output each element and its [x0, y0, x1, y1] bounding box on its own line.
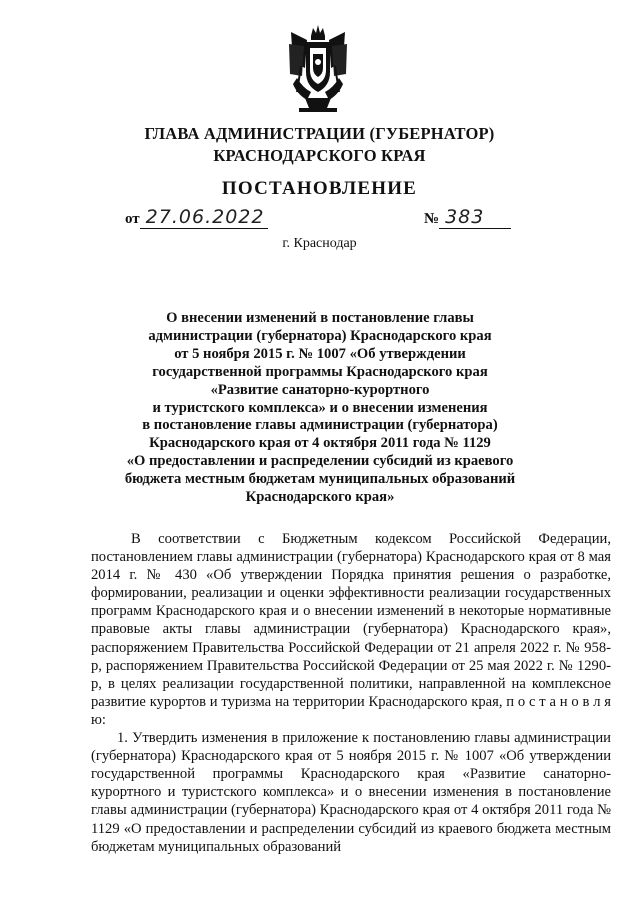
- clause-1-number: 1.: [117, 730, 128, 747]
- issuer-line-1: ГЛАВА АДМИНИСТРАЦИИ (ГУБЕРНАТОР): [144, 124, 495, 143]
- issuer-line-2: КРАСНОДАРСКОГО КРАЯ: [213, 146, 426, 165]
- issue-city: г. Краснодар: [282, 236, 357, 251]
- subject-line: О внесении изменений в постановление главы: [166, 310, 474, 326]
- krasnodar-coat-of-arms-icon: [287, 22, 349, 114]
- document-type-title: ПОСТАНОВЛЕНИЕ: [221, 178, 418, 199]
- date-prefix: от: [125, 211, 140, 227]
- preamble-paragraph: В соответствии с Бюджетным кодексом Российской Федерации, постановлением главы администрации (губернатора) Краснодарского края от 8 мая 2014 г. № 430 «Об утверждении Порядка принятия решения о разработке, формировании, реализации и оценки эффективности реализации государственных программ Краснодарского края и о внесении изменений в некоторые нормативные правовые акты главы администрации (губернатора) Краснодарского края», распоряжением Правительства Российской Федерации от 21 апреля 2022 г. № 958-р, распоряжением Правительства Российской Федерации от 25 мая 2022 г. № 1290-р, в целях реализации государственной политики, направленной на комплексное развитие курортов и туризма на территории Краснодарского края, п о с т а н о в л я ю:: [91, 531, 611, 728]
- subject-line: государственной программы Краснодарского края: [152, 363, 488, 380]
- clause-1-text: Утвердить изменения в приложение к постановлению главы администрации (губернатора) Краснодарского края от 5 ноября 2015 г. № 1007 «Об утверждении государственной программы Краснодарского края «Развитие санаторно-курортного и туристского комплекса» и о внесении изменения в постановление главы администрации (губернатора) Краснодарского края от 4 октября 2011 года № 1129 «О предоставлении и распределении субсидий из краевого бюджета местным бюджетам муниципальных образований: [91, 730, 611, 855]
- document-number: [424, 206, 511, 229]
- subject-line: Краснодарского края от 4 октября 2011 года № 1129: [149, 435, 491, 452]
- number-prefix: №: [424, 211, 440, 227]
- subject-line: Краснодарского края»: [245, 489, 395, 506]
- subject-line: «О предоставлении и распределении субсидий из краевого: [126, 453, 514, 470]
- subject-line: от 5 ноября 2015 г. № 1007 «Об утверждении: [174, 345, 466, 362]
- handwritten-date: 27.06.2022: [145, 206, 265, 228]
- subject-line: и туристского комплекса» и о внесении изменения: [152, 399, 488, 416]
- document-date: [125, 206, 268, 229]
- clause-1-paragraph: [91, 729, 611, 856]
- subject-line: администрации (губернатора) Краснодарского края: [148, 327, 492, 344]
- handwritten-number: 383: [445, 206, 485, 228]
- subject-line: «Развитие санаторно-курортного: [210, 381, 430, 398]
- subject-line: бюджета местным бюджетам муниципальных образований: [124, 471, 516, 488]
- subject-line: в постановление главы администрации (губернатора): [142, 417, 498, 434]
- document-subject: [110, 310, 530, 507]
- document-body: [91, 530, 611, 856]
